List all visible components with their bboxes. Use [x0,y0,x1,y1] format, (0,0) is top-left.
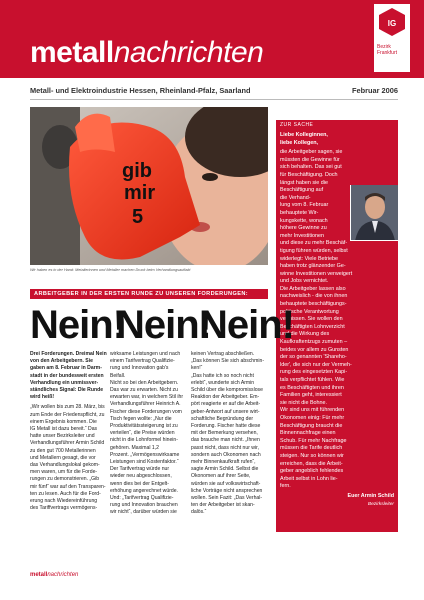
lede-line: Verhandlung ein unmissver- [30,379,99,386]
article-body-1 [30,404,108,512]
sidebar-text-line: Kaufkraftentzugs zumuten – [280,339,348,346]
lede-line: wird heiß! [30,394,55,401]
svg-text:IG: IG [387,19,397,28]
sidebar-text-line: und Jobs vernichtet. [280,278,329,285]
sidebar-text-line: längst haben sie die [280,179,328,186]
body-line: zum Ende der Friedenspflicht, zu [30,411,105,418]
body-line: ken!“ [191,365,203,372]
body-line: Ökonomen auf ihrer Seite, [191,473,251,480]
logo-hexagon-icon [374,4,410,44]
body-line: mit der Bemerkung versehen, [191,430,258,437]
footer-part-1: metall [30,572,48,578]
body-line: wollen. Sein Fazit: „Das Verhal- [191,495,263,502]
body-line: pört reagierte er auf die Arbeit- [191,401,261,408]
body-line: erlebt“, wunderte sich Armin [191,379,255,386]
body-line: wir nicht“, darüber würden sie [110,509,177,516]
section-heading: ARBEITGEBER IN DER ERSTEN RUNDE ZU UNSEREN FORDERUNGEN: [30,289,268,299]
sidebar-role: Bezirksleiter [367,501,394,507]
body-line: mir fünf“ war auf den Transparen- [30,483,106,490]
lead-photo [30,107,268,265]
body-line: das brauche man nicht. „Ihnen [191,437,260,444]
sidebar-text-line: politische Verantwortung [280,308,339,315]
article-column-1 [30,351,108,512]
body-line: verteilen“, die Preise würden [110,430,175,437]
subline-text: Metall- und Elektroindustrie Hessen, Rheinland-Pfalz, Saarland [30,86,251,95]
headline-word-1: Nein! [30,303,125,347]
body-line: des Tariffvertrags vermögens- [30,505,98,512]
body-line: ten zu lesen. Auch für die Ford- [30,490,101,497]
subline [30,86,398,95]
sidebar-text-line: höhere Gewinne zu [280,225,327,232]
body-line: Und: „Tarifvertrag Qualifizie- [110,495,174,502]
body-line: sondern auch Ökonomen nach [191,451,261,458]
body-line: wenn dies bei der Entgelt- [110,480,169,487]
body-line: Der Tarifvertrag würde nur [110,466,170,473]
photo-caption: Wir haben es in der Hand: Metallerinnen und Metaller machen Druck beim Verhandlungsauftakt [30,268,191,272]
body-line: mehr Binnenkaufkraft rufen“, [191,459,256,466]
sidebar-text-line: steigen. Nur so können wir [280,452,344,459]
article-column-3 [191,351,269,517]
lede-line: Drei Forderungen. Dreimal Nein [30,351,107,357]
body-line: und Metallern gesagt, die vor [30,454,96,461]
sidebar-text-line: sie nicht die Bohne. [280,399,328,406]
portrait-photo-icon [350,185,398,241]
sidebar-text-line: behauptete Wir- [280,209,319,216]
sidebar-greeting-2: liebe Kollegen, [280,139,319,146]
body-line: Tisch fegen wollte: „Nur die [110,415,172,422]
sidebar-text-line: beides vor allem zu Gunsten [280,346,349,353]
article-lede [30,351,108,401]
sidebar-text-line: mehr Investitionen [280,232,325,239]
body-line: einem Tarifvertrag Qualifizie- [110,358,175,365]
masthead [0,0,424,78]
sidebar-text-line: lung vom 8. Februar [280,202,329,209]
body-line: einem Ergebnis kommen. Die [30,418,97,425]
sidebar-signature: Euer Armin Schild [347,492,394,499]
sidebar-text-line: Familien geht, interessiert [280,392,342,399]
body-line: Produktivitätssteigerung ist zu [110,423,178,430]
sidebar-text-line: erreichen, dass die Arbeit- [280,460,343,467]
sidebar-text-line: und diese zu mehr Beschäf- [280,240,348,247]
body-line: hatte unser Bezirksleiter und [30,433,95,440]
footer-part-2: nachrichten [47,572,79,578]
body-line: wirksame Leistungen und nach [110,351,181,357]
sidebar-text-line: lder', die sich nur der Vermeh- [280,361,352,368]
sidebar-text-line: Beschäftigung braucht die [280,422,343,429]
sidebar-text-line: der so genannten 'Shareho- [280,354,347,361]
article-body-2 [110,351,188,517]
body-line: dalös.“ [191,509,207,516]
balloon-text-1: gib [122,160,152,182]
sidebar-text-line: Wir sind uns mit führenden [280,407,345,414]
ig-metall-logo-icon [374,4,410,72]
body-line: Verhandlungsführer Armin Schild [30,440,105,447]
sidebar-text-line: die Verhand- [280,194,311,201]
sidebar-text-line: rung des eingesetzten Kapi- [280,369,348,376]
newsletter-title [30,38,263,68]
sidebar-text-line: haben trotz glänzender Ge- [280,263,346,270]
sidebar-heading: ZUR SACHE [276,120,398,129]
sidebar-text-line: widerlegt: Viele Betriebe [280,255,339,262]
body-line: würden sie auf volkswirtschaft- [191,480,261,487]
body-line: rungen zu demonstrieren. „Gib [30,476,100,483]
body-line: gehören. Maximal 1,2 [110,444,159,451]
balloon-text-2: mir [124,182,156,204]
body-line: rung und Innovation brauchen [110,502,178,509]
sidebar-text-line: tals verpflichtet fühlen. Wie [280,377,345,383]
body-line: zu den gut 700 Metallerinnen [30,447,96,454]
headline-word-3: Nein! [199,303,294,347]
issue-date: Februar 2006 [351,86,398,95]
body-line: „Das können Sie sich abschmin- [191,358,265,365]
body-line: Forderung. Fischer hatte diese [191,423,261,430]
body-line: erwarten war, in welchem Stil ihr [110,394,184,401]
body-line: sagte Armin Schild. Selbst die [191,466,259,473]
body-line: erung nach Wiedereinführung [30,498,98,505]
sidebar-text-line: fern. [280,483,291,490]
lede-line: von den Arbeitgebern. Sie [30,358,93,365]
sidebar-greeting-1: Liebe Kolleginnen, [280,132,328,138]
sidebar-text-line: Arbeit selbst in Lohn lie- [280,475,338,482]
demonstration-photo-icon [30,107,268,265]
sidebar-text-line: müssen die Tarife deutlich [280,445,343,452]
sidebar-text-line: und die Wirkung des [280,331,330,338]
balloon-text-3: 5 [132,206,144,228]
sidebar-text-line: Die Arbeitgeber lassen also [280,285,346,292]
sidebar-text-line: die Arbeitgeber sagen, sie [280,149,343,156]
body-line: nicht in die Lohnformel hinein- [110,437,178,444]
region-label [374,44,410,56]
sidebar-text-line: müssten die Gewinne für [280,156,340,163]
body-line: Prozent. „Vermögenswirksame [110,451,180,458]
sidebar-text-line: sich behalten. Das sei gut [280,164,342,171]
body-line: das Verhandlungslokal gekom- [30,462,100,469]
title-part-nachrichten: nachrichten [113,36,264,69]
article-column-2 [110,351,188,517]
sidebar-text-line: Beschäftigung auf [280,187,324,194]
lede-line: ständliches Signal: Die Runde [30,387,104,394]
body-line: rung und Innovation gab's [110,365,169,372]
body-line: schaftliche Begründung der [191,415,254,422]
lede-line: gaben am 8. Februar in Darm- [30,365,102,372]
sidebar-text-line: winne Investitionen verweigert [280,270,353,277]
article-body-3 [191,351,269,517]
body-line: Schild über die kompromisslose [191,387,263,394]
sidebar-text-line: Beschäftigten Lohnverzicht [280,323,345,330]
body-line: Nicht so bei den Arbeitgebern. [110,379,179,386]
body-line: „Wir wollen bis zum 28. März, bis [30,404,105,411]
body-line: ten der Arbeitgeber ist skan- [191,502,255,509]
body-line: IG Metall ist dazu bereit.“ Das [30,426,98,433]
subline-divider [30,99,398,100]
body-line: liche Vorträge nicht ansprechen [191,487,263,494]
sidebar-text-line: für Beschäftigung. Doch [280,171,338,178]
title-part-metall: metall [30,36,114,69]
sidebar-text-line: Schub. Für mehr Nachfrage [280,437,347,444]
lede-line: stadt in der bundesweit ersten [30,372,104,379]
body-line: geber-Antwort auf unsere wirt- [191,408,260,415]
body-line: keinen Vertrag abschließen. [191,351,255,357]
body-line: Verhandlungsführer Heinrich A. [110,401,181,408]
body-line: „Das hatte ich so noch nicht [191,372,254,379]
body-line: wieder neu abgeschlossen, [110,473,172,480]
sidebar-text-line: Binnennachfrage einen [280,430,336,437]
page-footer [30,572,78,578]
sidebar-text-line: Ökonomen einig: Für mehr [280,414,345,421]
body-line: Reaktion der Arbeitgeber. Em- [191,394,260,401]
body-line: passt nicht, dass nicht nur wir, [191,444,259,451]
body-line: Das war zu erwarten. Nicht zu [110,387,178,394]
sidebar-text-line: tigung führen würden, selbst [280,247,348,254]
body-line: Beifall. [110,372,126,379]
sidebar-text-line: vermissen. Sie wollen den [280,316,343,323]
body-line: men waren, um für die Forde- [30,469,98,476]
body-line: erhöhung angerechnet würde. [110,487,178,494]
region-line-1: Bezirk [377,44,391,50]
portrait-svg [351,185,398,241]
body-line: Fischer diese Forderungen vom [110,408,182,415]
sidebar-text-line: geber angeblich fehlendes [280,468,344,475]
sidebar-text-line: kungskette, wonach [280,217,328,224]
sidebar-text-line: nachweislich - die von ihnen [280,293,348,300]
body-line: Leistungen sind Kostenfaktor.“ [110,459,179,466]
region-line-2: Frankfurt [377,50,398,56]
headline-word-2: Nein! [116,303,211,347]
sidebar-text-line: behauptete beschäftigungs- [280,301,347,308]
sidebar-text-line: es Beschäftigten und ihren [280,384,344,391]
